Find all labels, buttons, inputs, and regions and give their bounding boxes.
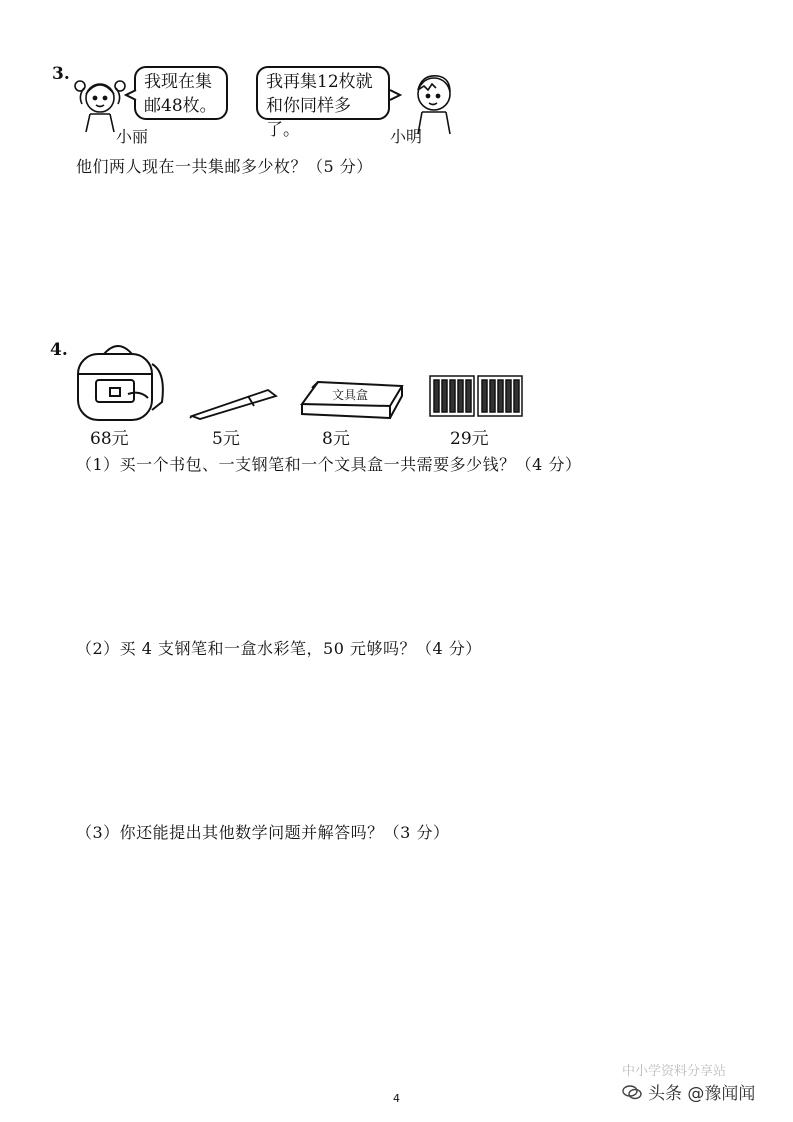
question-4-part-3: （3）你还能提出其他数学问题并解答吗？（3 分） (76, 823, 450, 842)
question-3-number: 3. (52, 64, 70, 84)
question-4-part-2: （2）买 4 支钢笔和一盒水彩笔，50 元够吗？（4 分） (76, 639, 482, 658)
boy-speech-line-1: 我再集12枚就 (266, 72, 373, 92)
boy-bubble-tail (388, 88, 402, 102)
boy-speech-bubble (256, 66, 390, 140)
pen-price: 5元 (212, 429, 240, 449)
girl-speech-line-2: 邮48枚。 (144, 96, 217, 116)
boy-speech-line-2: 和你同样多了。 (266, 96, 351, 140)
watermark-text: 头条 @豫闻闻 (648, 1084, 756, 1104)
pencil-box-price: 8元 (322, 429, 350, 449)
chat-icon (622, 1084, 642, 1100)
boy-name: 小明 (390, 127, 423, 146)
pen-icon (188, 386, 280, 420)
page-number: 4 (393, 1092, 400, 1105)
watermark-ghost: 中小学资料分享站 (622, 1064, 727, 1079)
watercolor-pens-icon (428, 372, 524, 420)
girl-bubble-tail (124, 88, 138, 102)
watermark (622, 1060, 755, 1104)
question-3-text: 他们两人现在一共集邮多少枚？（5 分） (76, 157, 373, 176)
pencil-box-label: 文具盒 (332, 388, 369, 402)
girl-name: 小丽 (116, 127, 149, 146)
backpack-price: 68元 (90, 429, 129, 449)
watercolor-pens-price: 29元 (450, 429, 489, 449)
question-4-number: 4. (50, 340, 68, 360)
girl-speech-bubble (134, 66, 228, 120)
question-4-part-1: （1）买一个书包、一支钢笔和一个文具盒一共需要多少钱？（4 分） (76, 455, 582, 474)
girl-speech-line-1: 我现在集 (144, 72, 212, 92)
backpack-icon (70, 340, 170, 424)
